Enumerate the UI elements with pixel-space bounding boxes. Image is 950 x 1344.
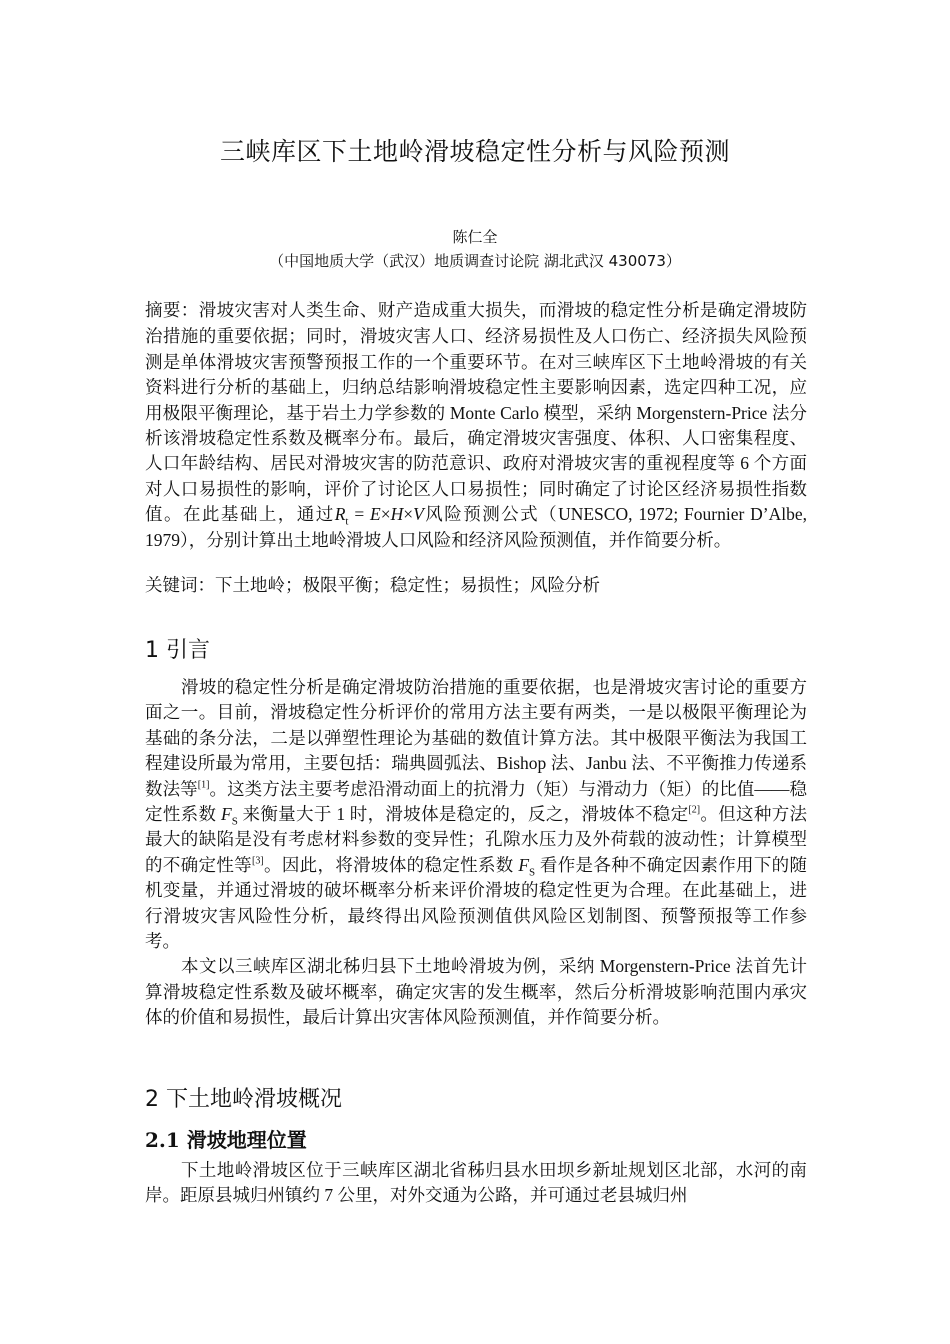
formula-v: V [413, 504, 424, 525]
section-1-heading: 1 引言 [145, 638, 210, 663]
formula-equals: = [348, 504, 371, 525]
abstract-label: 摘要： [145, 301, 199, 321]
reference-2: [2] [688, 804, 701, 816]
keywords [145, 573, 807, 599]
fs-symbol: F [221, 804, 232, 825]
section-2-1-paragraph-1: 下土地岭滑坡区位于三峡库区湖北省秭归县水田坝乡新址规划区北部，水河的南岸。距原县城归州镇约 7 公里，对外交通为公路，并可通过老县城归州 [145, 1160, 807, 1206]
fs-symbol: F [518, 854, 530, 875]
section-2-1-heading: 2.1 滑坡地理位置 [145, 1128, 307, 1152]
section-1-paragraph-1 [145, 675, 807, 954]
author-affiliation: （中国地质大学（武汉）地质调查讨论院 湖北武汉 430073） [269, 252, 681, 270]
reference-3: [3] [252, 855, 264, 867]
paragraph-text: 。因此，将滑坡体的稳定性系数 [263, 854, 519, 875]
paragraph-text: 。这类方法主要考虑沿滑动面上的抗滑力（矩）与滑动力（矩）的比值——稳定性系数 [145, 778, 808, 825]
paper-title: 三峡库区下土地岭滑坡稳定性分析与风险预测 [219, 137, 730, 166]
section-2-1-body [145, 1158, 807, 1209]
paragraph-text: 。但这种方法最大的缺陷是没有考虑材料参数的变异性；孔隙水压力及外荷载的波动性；计算模型的不确定性等 [145, 804, 808, 875]
paragraph-text: 来衡量大于 1 时，滑坡体是稳定的，反之，滑坡体不稳定 [237, 804, 689, 825]
fs-subscript: S [529, 866, 536, 879]
abstract [145, 298, 807, 553]
formula-r: R [334, 504, 346, 525]
section-1-paragraph-2: 本文以三峡库区湖北秭归县下土地岭滑坡为例，采纳 Morgenstern-Price 法首先计算滑坡稳定性系数及破坏概率，确定灾害的发生概率，然后分析滑坡影响范围内承灾体的价值和易损性，最后计算出灾害体风险预测值，并作简要分析。 [145, 956, 807, 1028]
reference-1: [1] [197, 779, 210, 791]
paragraph-text: 滑坡的稳定性分析是确定滑坡防治措施的重要依据，也是滑坡灾害讨论的重要方面之一。目前，滑坡稳定性分析评价的常用方法主要有两类，一是以极限平衡理论为基础的条分法，二是以弹塑性理论为基础的数值计算方法。其中极限平衡法为我国工程建设所最为常用，主要包括：瑞典圆弧法、Bishop 法、Janbu 法、不平衡推力传递系数法等 [145, 677, 807, 799]
paragraph-text: 看作是各种不确定因素作用下的随机变量，并通过滑坡的破坏概率分析来评价滑坡的稳定性更为合理。在此基础上，进行滑坡灾害风险性分析，最终得出风险预测值供风险区划制图、预警预报等工作参考。 [145, 854, 808, 952]
abstract-text-continued: 风险预测公式（UNESCO, 1972; Fournier D’Albe, 1979），分别计算出土地岭滑坡人口风险和经济风险预测值，并作简要分析。 [145, 504, 807, 550]
formula-times-1: × [380, 504, 391, 525]
formula-times-2: × [403, 504, 414, 525]
fs-subscript: S [231, 815, 238, 828]
abstract-text: 滑坡灾害对人类生命、财产造成重大损失，而滑坡的稳定性分析是确定滑坡防治措施的重要依据；同时，滑坡灾害人口、经济易损性及人口伤亡、经济损失风险预测是单体滑坡灾害预警预报工作的一个重要环节。在对三峡库区下土地岭滑坡的有关资料进行分析的基础上，归纳总结影响滑坡稳定性主要影响因素，选定四种工况，应用极限平衡理论，基于岩土力学参数的 Monte Carlo 模型，采纳 Morgenstern-Price 法分析该滑坡稳定性系数及概率分布。最后，确定滑坡灾害强度、体积、人口密集程度、人口年龄结构、居民对滑坡灾害的防范意识、政府对滑坡灾害的重视程度等 6 个方面对人口易损性的影响，评价了讨论区人口易损性；同时确定了讨论区经济易损性指数值。在此基础上，通过 [145, 300, 808, 525]
formula-e: E [370, 504, 381, 525]
section-2-heading: 2 下土地岭滑坡概况 [145, 1087, 342, 1112]
section-1-body [145, 675, 807, 1031]
author-name: 陈仁全 [452, 228, 498, 246]
keywords-label: 关键词： [145, 576, 215, 596]
formula-r-subscript: t [345, 515, 349, 528]
keywords-text: 下土地岭；极限平衡；稳定性；易损性；风险分析 [215, 575, 600, 595]
formula-h: H [390, 504, 404, 525]
